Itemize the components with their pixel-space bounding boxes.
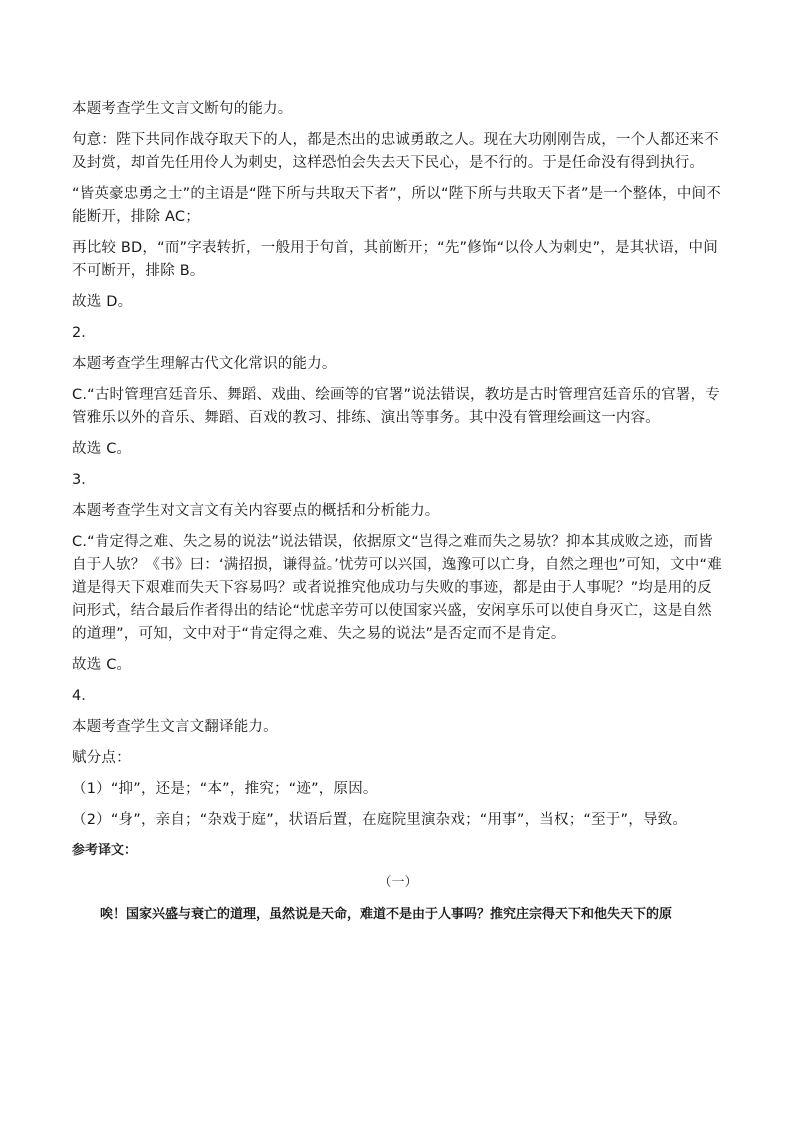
paragraph-18: （2）“身”，亲自；“杂戏于庭”，状语后置，在庭院里演杂戏；“用事”，当权；“至于”，导致。 bbox=[72, 812, 688, 828]
document-page bbox=[72, 98, 724, 926]
question-number-4: 4． bbox=[72, 688, 96, 704]
paragraph-4: 再比较 BD，“而”字表转折，一般用于句首，其前断开；“先”修饰“以伶人为刺史”，是其状语，中间不可断开，排除 B。 bbox=[72, 240, 718, 279]
paragraph-9: 故选 C。 bbox=[72, 441, 132, 457]
paragraph-13: 故选 C。 bbox=[72, 657, 132, 673]
paragraph-1: 本题考查学生文言文断句的能力。 bbox=[72, 101, 293, 117]
paragraph-2: 句意：陛下共同作战夺取天下的人，都是杰出的忠诚勇敢之人。现在大功刚刚告成，一个人都还来不及封赏，却首先任用伶人为刺史，这样恐怕会失去天下民心，是不行的。于是任命没有得到执行。 bbox=[72, 132, 719, 171]
paragraph-7: 本题考查学生理解古代文化常识的能力。 bbox=[72, 356, 337, 372]
paragraph-3: “皆英豪忠勇之士”的主语是“陛下所与共取天下者”，所以“陛下所与共取天下者”是一个整体，中间不能断开，排除 AC； bbox=[72, 186, 721, 225]
translation-line: 唉！国家兴盛与衰亡的道理，虽然说是天命，难道不是由于人事吗？推究庄宗得天下和他失天下的原 bbox=[100, 907, 673, 922]
paragraph-8: C.“古时管理宫廷音乐、舞蹈、戏曲、绘画等的官署”说法错误，教坊是古时管理宫廷音乐的官署，专管雅乐以外的音乐、舞蹈、百戏的教习、排练、演出等事务。其中没有管理绘画这一内容。 bbox=[72, 387, 720, 426]
paragraph-16: 赋分点： bbox=[72, 750, 131, 766]
paragraph-5: 故选 D。 bbox=[72, 294, 133, 310]
section-title: （一） bbox=[378, 875, 418, 890]
question-number-2: 2． bbox=[72, 325, 96, 341]
paragraph-17: （1）“抑”，还是；“本”，推究；“迹”，原因。 bbox=[72, 781, 378, 797]
paragraph-15: 本题考查学生文言文翻译能力。 bbox=[72, 719, 278, 735]
reference-label: 参考译文： bbox=[72, 843, 138, 858]
paragraph-11: 本题考查学生对文言文有关内容要点的概括和分析能力。 bbox=[72, 503, 440, 519]
paragraph-12: C.“肯定得之难、失之易的说法”说法错误，依据原文“岂得之难而失之易欤？抑本其成败之迹，而皆自于人欤？《书》曰：‘满招损，谦得益。’忧劳可以兴国，逸豫可以亡身，自然之理也”可知，文中“难道是得天下艰难而失天下容易吗？或者说推究他成功与失败的事迹，都是由于人事呢？”均是用的反问形式，结合最后作者得出的结论“忧虑辛劳可以使国家兴盛，安闲享乐可以使自身灭亡，这是自然的道理”，可知，文中对于“肯定得之难、失之易的说法”是否定而不是肯定。 bbox=[72, 534, 722, 642]
question-number-3: 3． bbox=[72, 472, 96, 488]
